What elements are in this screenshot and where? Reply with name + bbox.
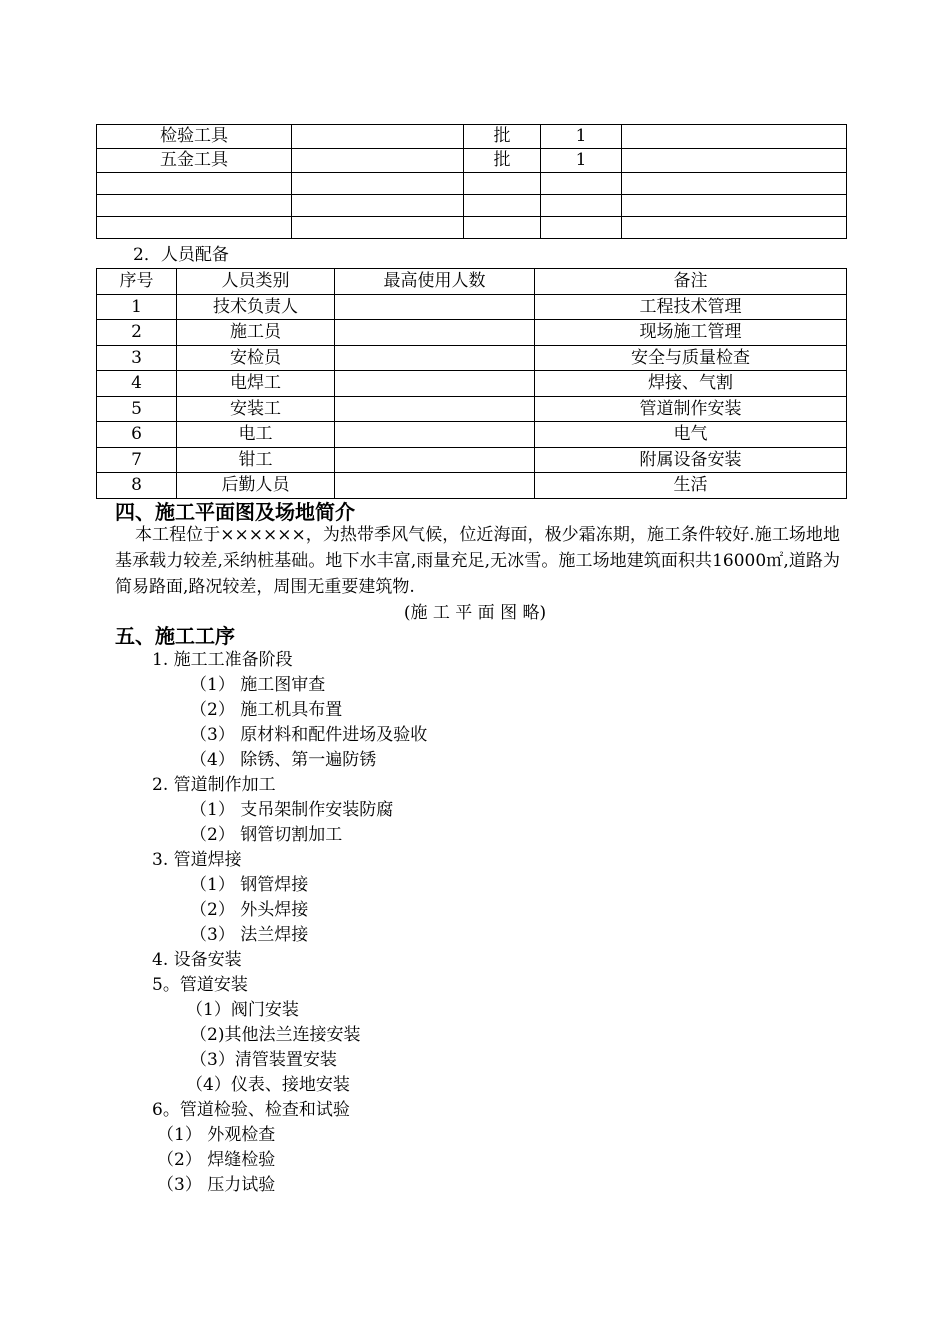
table-row: [97, 217, 847, 239]
table-cell: [335, 396, 535, 422]
table-cell: [541, 217, 622, 239]
table-cell: 附属设备安装: [535, 447, 847, 473]
step-6-sub: （1） 外观检查: [157, 1125, 276, 1145]
table-cell: [292, 217, 464, 239]
table-cell: 检验工具: [97, 125, 292, 149]
table-cell: 1: [541, 125, 622, 149]
table-cell: [464, 195, 541, 217]
table-cell: 后勤人员: [177, 473, 335, 499]
step-2-label: 2. 管道制作加工: [152, 775, 276, 795]
table-cell: 管道制作安装: [535, 396, 847, 422]
table-cell: 施工员: [177, 320, 335, 346]
table-cell: [335, 422, 535, 448]
step-3-sub: （1） 钢管焊接: [190, 875, 309, 895]
table-row: [97, 371, 847, 397]
table-cell: 生活: [535, 473, 847, 499]
table-cell: [622, 149, 847, 173]
step-5-sub: （1）阀门安装: [186, 1000, 299, 1020]
table-cell: [292, 173, 464, 195]
table-cell: 批: [464, 149, 541, 173]
table-header-row: [97, 269, 847, 295]
table-cell: [622, 217, 847, 239]
column-header: 最高使用人数: [335, 269, 535, 295]
table-cell: 1: [97, 294, 177, 320]
table-cell: 2: [97, 320, 177, 346]
table-cell: [335, 447, 535, 473]
column-header: 备注: [535, 269, 847, 295]
step-1-sub: （4） 除锈、第一遍防锈: [190, 750, 377, 770]
table-cell: 3: [97, 345, 177, 371]
step-3-label: 3. 管道焊接: [152, 850, 242, 870]
section-4-title: 四、施工平面图及场地简介: [115, 500, 355, 524]
step-1-sub: （2） 施工机具布置: [190, 700, 343, 720]
staffing-table: [96, 268, 847, 499]
step-5-label: 5。管道安装: [152, 975, 248, 995]
table-cell: 安全与质量检查: [535, 345, 847, 371]
section-5-title: 五、施工工序: [115, 624, 235, 648]
table-row: [97, 422, 847, 448]
step-6-sub: （2） 焊缝检验: [157, 1150, 276, 1170]
table-row: [97, 149, 847, 173]
table-cell: [464, 173, 541, 195]
table-cell: [292, 125, 464, 149]
table-cell: [97, 173, 292, 195]
table-cell: [335, 371, 535, 397]
table-cell: 电工: [177, 422, 335, 448]
step-3-sub: （2） 外头焊接: [190, 900, 309, 920]
site-plan-note: (施 工 平 面 图 略): [403, 603, 547, 623]
section-4-paragraph: 本工程位于××××××，为热带季风气候，位近海面，极少霜冻期，施工条件较好.施工场地地基承载力较差,采纳桩基础。地下水丰富,雨量充足,无冰雪。施工场地建筑面积共16000㎡,道路为简易路面,路况较差，周围无重要建筑物.: [115, 525, 840, 597]
table-row: [97, 173, 847, 195]
step-6-sub: （3） 压力试验: [157, 1175, 276, 1195]
table-row: [97, 294, 847, 320]
table-cell: [622, 173, 847, 195]
table-cell: 安检员: [177, 345, 335, 371]
step-2-sub: （2） 钢管切割加工: [190, 825, 343, 845]
table-cell: [622, 125, 847, 149]
step-1-label: 1. 施工工准备阶段: [152, 650, 293, 670]
step-5-sub: （4）仪表、接地安装: [186, 1075, 350, 1095]
table-cell: [292, 195, 464, 217]
table-row: [97, 345, 847, 371]
table-cell: 工程技术管理: [535, 294, 847, 320]
table-cell: [335, 345, 535, 371]
table-cell: [541, 173, 622, 195]
table-cell: [97, 217, 292, 239]
table-cell: 电气: [535, 422, 847, 448]
table-cell: [622, 195, 847, 217]
table-cell: 安装工: [177, 396, 335, 422]
step-3-sub: （3） 法兰焊接: [190, 925, 309, 945]
table-cell: 1: [541, 149, 622, 173]
step-5-sub: （2)其他法兰连接安装: [190, 1025, 361, 1045]
column-header: 序号: [97, 269, 177, 295]
table-cell: 钳工: [177, 447, 335, 473]
step-1-sub: （1） 施工图审查: [190, 675, 326, 695]
staffing-heading: 2．人员配备: [133, 245, 229, 265]
step-2-sub: （1） 支吊架制作安装防腐: [190, 800, 394, 820]
table-row: [97, 320, 847, 346]
table-row: [97, 473, 847, 499]
table-cell: 8: [97, 473, 177, 499]
table-cell: [335, 473, 535, 499]
table-cell: 批: [464, 125, 541, 149]
table-cell: 技术负责人: [177, 294, 335, 320]
table-cell: [97, 195, 292, 217]
column-header: 人员类别: [177, 269, 335, 295]
step-5-sub: （3）清管装置安装: [190, 1050, 337, 1070]
table-cell: [292, 149, 464, 173]
table-cell: [335, 294, 535, 320]
table-cell: 7: [97, 447, 177, 473]
table-cell: 现场施工管理: [535, 320, 847, 346]
table-cell: 焊接、气割: [535, 371, 847, 397]
table-cell: [335, 320, 535, 346]
table-row: [97, 396, 847, 422]
table-cell: [541, 195, 622, 217]
table-cell: 4: [97, 371, 177, 397]
table-row: [97, 447, 847, 473]
table-row: [97, 195, 847, 217]
step-6-label: 6。管道检验、检查和试验: [152, 1100, 350, 1120]
table-cell: 5: [97, 396, 177, 422]
step-4-label: 4. 设备安装: [152, 950, 242, 970]
table-cell: 电焊工: [177, 371, 335, 397]
table-cell: 6: [97, 422, 177, 448]
table-cell: [464, 217, 541, 239]
table-cell: 五金工具: [97, 149, 292, 173]
table-row: [97, 125, 847, 149]
step-1-sub: （3） 原材料和配件进场及验收: [190, 725, 428, 745]
tools-table: [96, 124, 847, 239]
